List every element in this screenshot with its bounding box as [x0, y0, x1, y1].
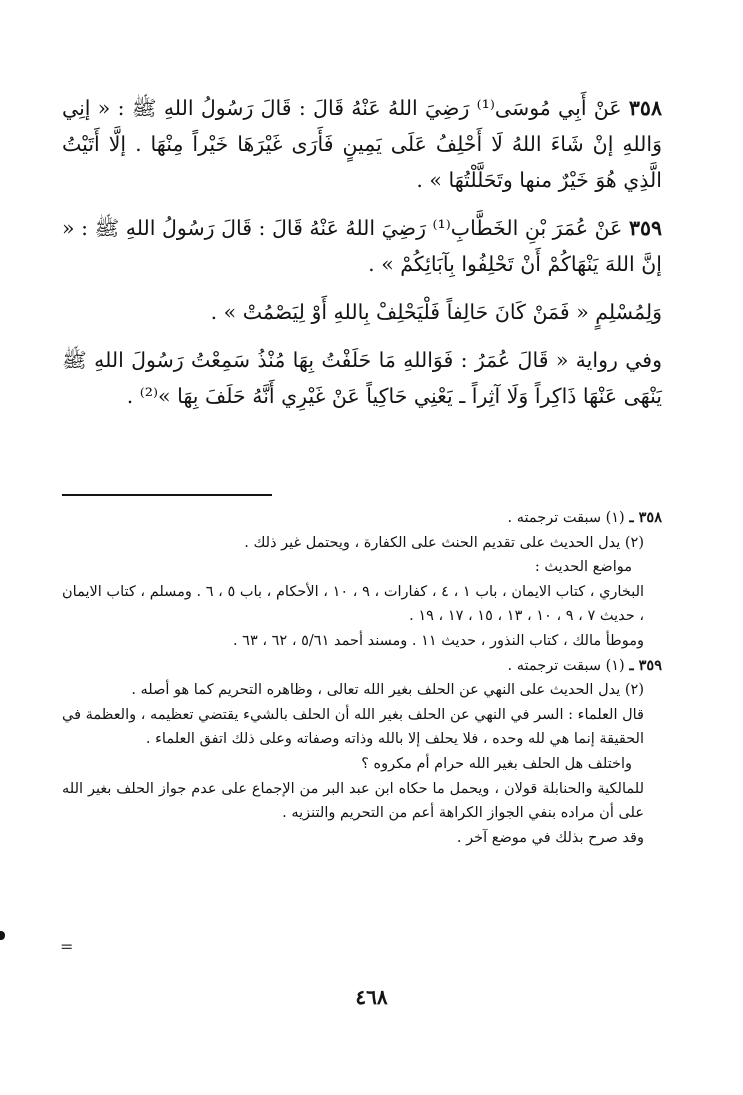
- main-text: [62, 90, 662, 426]
- footnote-358-mawadi: مواضع الحديث :: [534, 559, 632, 576]
- page-number: ٤٦٨: [355, 985, 388, 1009]
- hadith-358-narration: عَنْ أَبِي مُوسَى⁽¹⁾ رَضِيَ اللهُ عَنْهُ قَالَ : قَالَ رَسُولُ اللهِ ﷺ :: [117, 96, 622, 120]
- footnote-359-2: (٢) يدل الحديث على النهي عن الحلف بغير الله تعالى ، وظاهره التحريم كما هو أصله .: [131, 682, 644, 699]
- hadith-358-text: « إنِي وَاللهِ إنْ شَاءَ اللهُ لَا أَحْلِفُ عَلَى يَمِينٍ فَأَرَى غَيْرَهَا خَيْراً مِنْهَا . إلَّا أَتَيْتُ الَّذِي هُوَ خَيْرٌ منها وتَحَلَّلْتُهَا » .: [62, 96, 662, 192]
- footnote-359-label: ٣٥٩ ـ: [629, 656, 662, 674]
- footnotes: [62, 506, 662, 850]
- footnote-divider: [62, 494, 272, 496]
- footnote-359-ulama: قال العلماء : السر في النهي عن الحلف بغير الله أن الحلف بالشيء يقتضي تعظيمه ، والعظمة في الحقيقة إنما هي لله وحده ، فلا يحلف إلا بالله وذاته وصفاته وعلى ذلك اتفق العلماء .: [62, 706, 644, 748]
- footnote-358-muwatta: وموطأ مالك ، كتاب النذور ، حديث ١١ . ومسند أحمد ٥/٦١ ، ٦٢ ، ٦٣ .: [232, 632, 644, 649]
- hadith-359-muslim: وَلِمُسْلِمٍ « فَمَنْ كَانَ حَالِفاً فَلْيَحْلِفْ بِاللهِ أَوْ لِيَصْمُتْ » .: [210, 300, 662, 324]
- hadith-359-text: « إنَّ اللهَ يَنْهَاكُمْ أَنْ تَحْلِفُوا بِآبَائِكُمْ » .: [61, 216, 662, 276]
- hadith-359-narration: عَنْ عُمَرَ بْنِ الخَطَّابِ⁽¹⁾ رَضِيَ اللهُ عَنْهُ قَالَ : قَالَ رَسُولُ اللهِ ﷺ :: [81, 216, 623, 240]
- edge-dot-decoration: [0, 931, 5, 940]
- footnote-359-question: واختلف هل الحلف بغير الله حرام أم مكروه ؟: [361, 755, 632, 772]
- footnote-358-bukhari: البخاري ، كتاب الايمان ، باب ١ ، ٤ ، كفارات ، ٩ ، ١٠ ، الأحكام ، باب ٥ ، ٦ . ومسلم ، كتاب الايمان ، حديث ٧ ، ٩ ، ١٠ ، ١٣ ، ١٥ ، ١٧ ، ١٩ .: [62, 583, 645, 625]
- footnote-358-2: (٢) يدل الحديث على تقديم الحنث على الكفارة ، ويحتمل غير ذلك .: [244, 534, 644, 551]
- hadith-359-number: ٣٥٩: [628, 216, 662, 240]
- hadith-359-riwaya: وفي رواية « قَالَ عُمَرُ : فَوَاللهِ مَا حَلَفْتُ بِهَا مُنْذُ سَمِعْتُ رَسُولَ اللهِ ﷺ يَنْهَى عَنْهَا ذَاكِراً وَلَا آثِراً ـ يَعْنِي حَاكِياً عَنْ غَيْرِي أَنَّهُ حَلَفَ بِهَا »⁽²⁾ .: [62, 348, 662, 408]
- footnote-359-1: ٣٥٩ ـ (١) سبقت ترجمته .: [507, 656, 662, 674]
- hadith-358-number: ٣٥٨: [628, 96, 662, 120]
- margin-mark: =: [60, 937, 74, 956]
- hadith-358: [62, 90, 662, 198]
- footnote-359-final: وقد صرح بذلك في موضع آخر .: [456, 829, 644, 846]
- footnote-358-label: ٣٥٨ ـ: [629, 509, 662, 526]
- footnote-359-answer: للمالكية والحنابلة قولان ، ويحمل ما حكاه ابن عبد البر من الإجماع على عدم جواز الحلف بغير الله على أن مراده بنفي الجواز الكراهة أعم من التحريم والتنزيه .: [62, 780, 644, 822]
- footnote-358-1: ٣٥٨ ـ (١) سبقت ترجمته .: [507, 509, 662, 526]
- hadith-359: [62, 210, 662, 282]
